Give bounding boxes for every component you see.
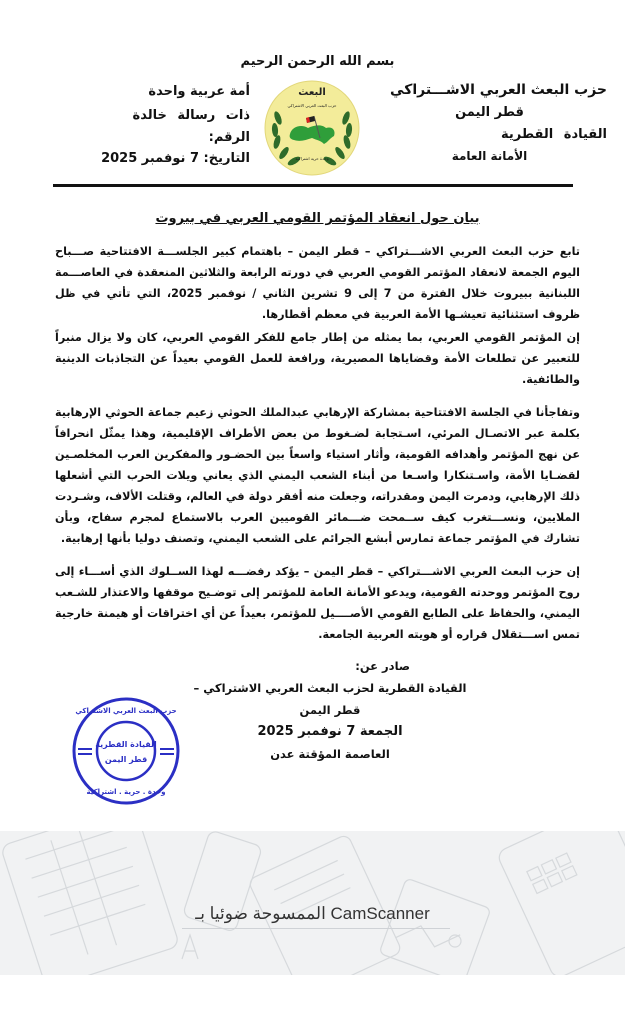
paragraph-4: إن حزب البعث العربي الاشـــتراكي – قطر اليمن – يؤكد رفضـــه لهذا الســلوك الذي أســـاء إلى روح المؤتمر ووحدته القومية، ويدعو الأمانة العامة للمؤتمر إلى توضـيح موقفها والاعتذار للشـعب اليمني، والحفاظ على الطابع القومي الأصــــيل للمؤتمر، بعيداً عن أي اختراقات أو هيمنة خارجية تمس اســـتقلال قراره أو هويته العربية الجامعة. (55, 565, 580, 641)
issuer-name: القيادة القطرية لحزب البعث العربي الاشتراكي – قطر اليمن (193, 681, 467, 717)
stamp-bottom-text: وحدة . حرية . اشتراكية (86, 788, 166, 796)
emblem-ring-text: حزب البعث العربي الاشتراكي (287, 103, 337, 108)
official-stamp (70, 695, 182, 807)
letterhead (0, 78, 625, 182)
letterhead-right (372, 78, 607, 166)
stamp-outer-text: حزب البعث العربي الاشتراكي (75, 707, 177, 715)
party-name: حزب البعث العربي الاشـــتراكي (390, 82, 607, 98)
regional-command: القيادة القطرية (501, 127, 607, 142)
closing-section (0, 655, 625, 795)
paragraph-2: إن المؤتمر القومي العربي، بما يمثله من إطار جامع للفكر القومي العربي، كان ولا يزال منبراً للتعبير عن تطلعات الأمة وقضاياها المصيرية، ورافعة للعمل القومي بعيداً عن التجاذبات الدينية والطائفية. (55, 331, 580, 386)
letterhead-left (50, 80, 250, 170)
signature-block (180, 655, 480, 765)
baath-emblem-logo (262, 78, 362, 178)
issued-by-label: صادر عن: (355, 659, 410, 673)
paragraph-3: وتفاجأنا في الجلسة الافتتاحية بمشاركة الإرهابي عبدالملك الحوثي زعيم جماعة الحوثي الإرهابية بكلمة عبر الاتصـال المرئي، اسـتجابة لضـغوط من بعض الأطراف الإقليمية، وهذا يمثّل انحرافاً عن نهج المؤتمر وأهدافه القومية، وأثار استياء واسعاً بين الحضـور والمفكرين العرب المخلصـين لقضـايا الأمة، واسـتنكارا واسـعا من أبناء الشعب اليمني الذي يعاني ويلات الحرب التي أشعلها ذلك الإرهابي، ودمرت اليمن ومقدراته، وجعلت منه أفقر دولة في العالم، وقتلت الألاف، وشـردت الملايين، ونســـتغرب كيف ســمحت ضـــمائر القوميين العرب بالاستماع لمجرم سفاح، وبأن تشارك في المؤتمر جماعة تمارس أبشع الجرائم على الشعب اليمني، وتصنف دوليا بأنها إرهابية. (55, 406, 580, 545)
emblem-top-text: البعث (298, 87, 326, 98)
document-date: التاريخ: 7 نوفمبر 2025 (101, 151, 250, 166)
emblem-bottom-text: وحدة حرية اشتراكية (295, 156, 329, 161)
watermark-underline (182, 928, 450, 929)
stamp-inner-line1: القيادة القطرية (95, 740, 157, 749)
statement-title: بيان حول انعقاد المؤتمر القومي العربي في بيروت (155, 211, 480, 226)
slogan-one-arab-nation: أمة عربية واحدة (148, 84, 250, 99)
paragraph-1: تابع حزب البعث العربي الاشـــتراكي – قطر اليمن – باهتمام كبير الجلســـة الافتتاحية صـــباح اليوم الجمعة لانعقاد المؤتمر القومي العربي في دورته الرابعة والثلاثين المنعقدة في العاصـــمة اللبنانية ببيروت خلال الفترة من 7 إلى 9 تشرين الثاني / نوفمبر 2025، التي تأتي في ظل ظروف استثنائية تعيشـها الأمة العربية في معظم أقطارها. (55, 245, 580, 321)
stamp-inner-line2: قطر اليمن (104, 755, 148, 764)
header-divider (53, 184, 573, 187)
signature-date: الجمعة 7 نوفمبر 2025 (257, 724, 403, 739)
general-secretariat: الأمانة العامة (451, 149, 528, 163)
camscanner-watermark: الممسوحة ضوئيا بـ CamScanner (195, 904, 430, 923)
basmala-heading: بسم الله الرحمن الرحيم (240, 54, 395, 69)
region-name: قطر اليمن (455, 105, 524, 120)
slogan-eternal-message: ذات رسالة خالدة (132, 108, 250, 123)
reference-number-label: الرقم: (208, 130, 250, 145)
camscanner-footer (0, 831, 625, 975)
signature-place: العاصمة المؤقتة عدن (270, 747, 390, 761)
